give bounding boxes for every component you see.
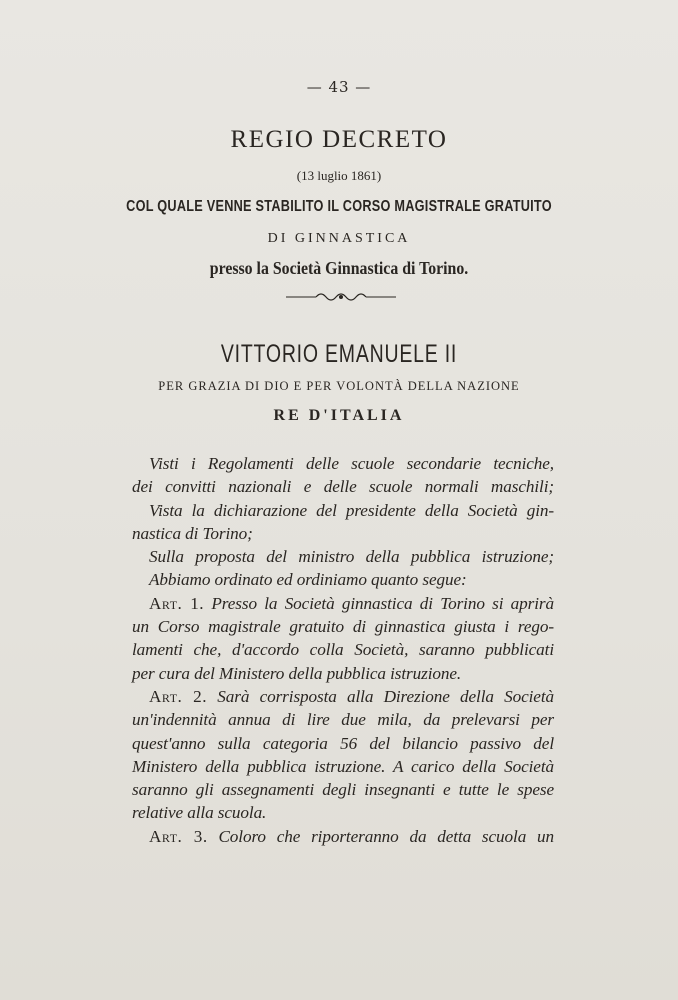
- decree-subtitle-2: DI GINNASTICA: [267, 231, 411, 246]
- page-number: — 43 —: [306, 78, 372, 96]
- sovereign-title: RE D'ITALIA: [273, 407, 405, 424]
- text-line: Vista la dichiarazione del presidente della Società gin-: [149, 500, 554, 520]
- text-line: Visti i Regolamenti delle scuole secondarie tecniche,: [149, 454, 554, 473]
- text-line: per cura del Ministero della pubblica istruzione.: [132, 663, 462, 683]
- text-line: Ministero della pubblica istruzione. A carico della Società: [132, 756, 554, 776]
- text-line: un Corso magistrale gratuito di ginnastica giusta i rego-: [132, 617, 554, 637]
- text-line: dei convitti nazionali e delle scuole normali maschili;: [132, 477, 554, 497]
- text-line: Abbiamo ordinato ed ordiniamo quanto segue:: [149, 570, 467, 590]
- text-line: saranno gli assegnamenti degli insegnanti e tutte le spese: [132, 780, 554, 800]
- article-3-label: Art. 3.: [149, 826, 208, 846]
- decree-date: (13 luglio 1861): [296, 168, 382, 183]
- article-2-label: Art. 2.: [149, 686, 208, 706]
- text-line: lamenti che, d'accordo colla Società, saranno pubblicati: [132, 640, 554, 660]
- sovereign-grace: PER GRAZIA DI DIO E PER VOLONTÀ DELLA NAZIONE: [158, 379, 520, 393]
- decree-subtitle-3: presso la Società Ginnastica di Torino.: [209, 258, 469, 278]
- article-1-line: Art. 1. Presso la Società ginnastica di Torino si aprirà: [149, 593, 555, 613]
- text-line: un'indennità annua di lire due mila, da prelevarsi per: [132, 710, 554, 730]
- article-3-line: Art. 3. Coloro che riporteranno da detta scuola un: [149, 826, 554, 846]
- ornament-divider-icon: [286, 289, 396, 305]
- decree-subtitle-1: COL QUALE VENNE STABILITO IL CORSO MAGISTRALE GRATUITO: [126, 198, 552, 215]
- article-2-line: Art. 2. Sarà corrisposta alla Direzione della Società: [149, 686, 555, 706]
- text-line: quest'anno sulla categoria 56 del bilancio passivo del: [132, 733, 554, 753]
- text-line: nastica di Torino;: [132, 523, 253, 543]
- decree-body: [132, 452, 554, 848]
- article-1-label: Art. 1.: [149, 593, 205, 613]
- sovereign-name: VITTORIO EMANUELE II: [220, 340, 458, 368]
- text-line: Sulla proposta del ministro della pubblica istruzione;: [149, 547, 554, 567]
- decree-title: REGIO DECRETO: [230, 126, 448, 153]
- text-line: relative alla scuola.: [132, 803, 267, 823]
